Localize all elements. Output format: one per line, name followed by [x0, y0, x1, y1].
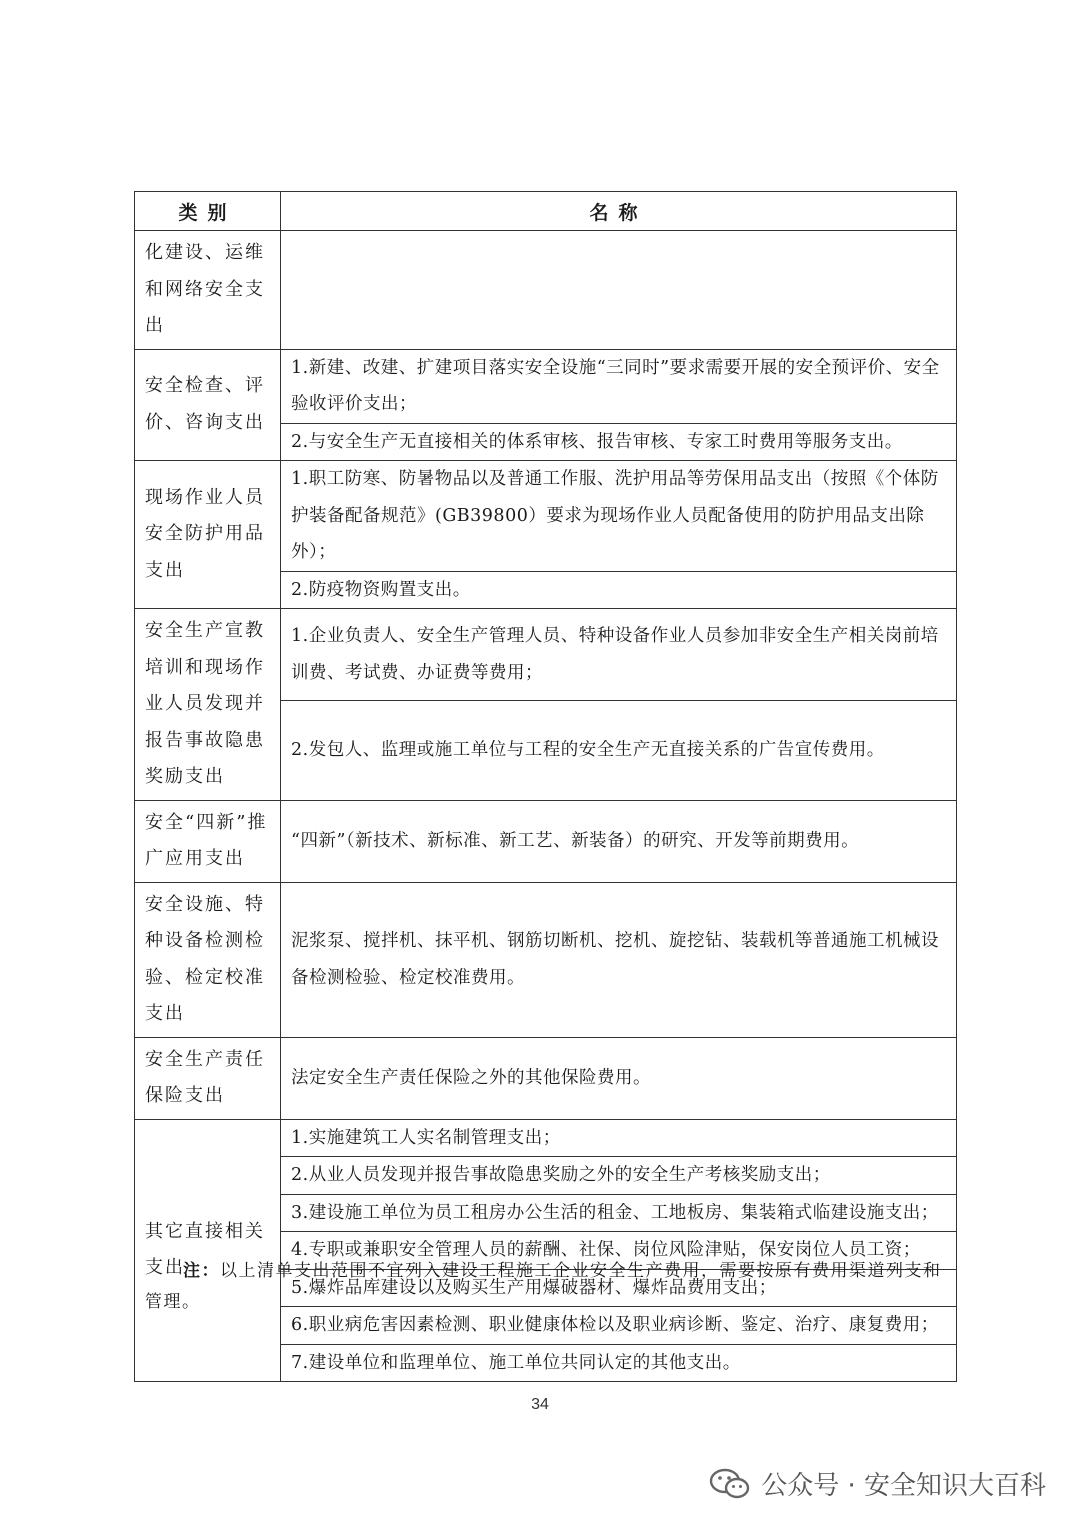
- item-cell: 泥浆泵、搅拌机、抹平机、钢筋切断机、挖机、旋挖钻、装载机等普通施工机械设备检测检验、检定校准费用。: [281, 882, 957, 1037]
- item-cell: 7.建设单位和监理单位、施工单位共同认定的其他支出。: [281, 1344, 957, 1382]
- expense-table: [134, 191, 957, 1382]
- table-row: [135, 1119, 957, 1157]
- item-cell: 6.职业病危害因素检测、职业健康体检以及职业病诊断、鉴定、治疗、康复费用；: [281, 1307, 957, 1345]
- table-row: [135, 231, 957, 350]
- category-cell: 现场作业人员安全防护用品支出: [135, 461, 281, 609]
- header-name: 名称: [281, 192, 957, 231]
- expense-table-container: [134, 191, 957, 1382]
- table-row: [135, 461, 957, 572]
- item-cell: 1.实施建筑工人实名制管理支出；: [281, 1119, 957, 1157]
- category-cell: 安全生产责任保险支出: [135, 1037, 281, 1119]
- table-row: [135, 349, 957, 423]
- table-row: [135, 800, 957, 882]
- item-cell: 4.专职或兼职安全管理人员的薪酬、社保、岗位风险津贴，保安岗位人员工资；: [281, 1232, 957, 1270]
- category-cell: 安全生产宣教培训和现场作业人员发现并报告事故隐患奖励支出: [135, 609, 281, 801]
- table-row: [135, 609, 957, 701]
- item-cell: [281, 231, 957, 350]
- page-number: 34: [531, 1396, 549, 1413]
- header-category: 类别: [135, 192, 281, 231]
- table-header-row: [135, 192, 957, 231]
- item-cell: 3.建设施工单位为员工租房办公生活的租金、工地板房、集装箱式临建设施支出；: [281, 1194, 957, 1232]
- category-cell: 安全检查、评价、咨询支出: [135, 349, 281, 461]
- item-cell: 1.职工防寒、防暑物品以及普通工作服、洗护用品等劳保用品支出（按照《个体防护装备配备规范》(GB39800）要求为现场作业人员配备使用的防护用品支出除外）；: [281, 461, 957, 572]
- category-cell: 化建设、运维和网络安全支出: [135, 231, 281, 350]
- note-label: 注：: [183, 1261, 220, 1281]
- item-cell: 2.发包人、监理或施工单位与工程的安全生产无直接关系的广告宣传费用。: [281, 701, 957, 800]
- watermark: [709, 1465, 1046, 1502]
- watermark-text: 公众号 · 安全知识大百科: [761, 1471, 1046, 1501]
- wechat-icon: [709, 1467, 751, 1501]
- note-text: 以上清单支出范围不宜列入建设工程施工企业安全生产费用，需要按原有费用渠道列支和管理。: [145, 1261, 942, 1312]
- table-body: [135, 231, 957, 1382]
- table-row: [135, 1037, 957, 1119]
- item-cell: “四新”（新技术、新标准、新工艺、新装备）的研究、开发等前期费用。: [281, 800, 957, 882]
- item-cell: 2.与安全生产无直接相关的体系审核、报告审核、专家工时费用等服务支出。: [281, 423, 957, 461]
- table-note: [145, 1256, 955, 1318]
- item-cell: 2.从业人员发现并报告事故隐患奖励之外的安全生产考核奖励支出；: [281, 1157, 957, 1195]
- category-cell: 其它直接相关支出: [135, 1119, 281, 1382]
- category-cell: 安全设施、特种设备检测检验、检定校准支出: [135, 882, 281, 1037]
- table-row: [135, 882, 957, 1037]
- item-cell: 1.企业负责人、安全生产管理人员、特种设备作业人员参加非安全生产相关岗前培训费、考试费、办证费等费用；: [281, 609, 957, 701]
- category-cell: 安全“四新”推广应用支出: [135, 800, 281, 882]
- item-cell: 2.防疫物资购置支出。: [281, 571, 957, 609]
- item-cell: 法定安全生产责任保险之外的其他保险费用。: [281, 1037, 957, 1119]
- item-cell: 5.爆炸品库建设以及购买生产用爆破器材、爆炸品费用支出；: [281, 1269, 957, 1307]
- item-cell: 1.新建、改建、扩建项目落实安全设施“三同时”要求需要开展的安全预评价、安全验收评价支出；: [281, 349, 957, 423]
